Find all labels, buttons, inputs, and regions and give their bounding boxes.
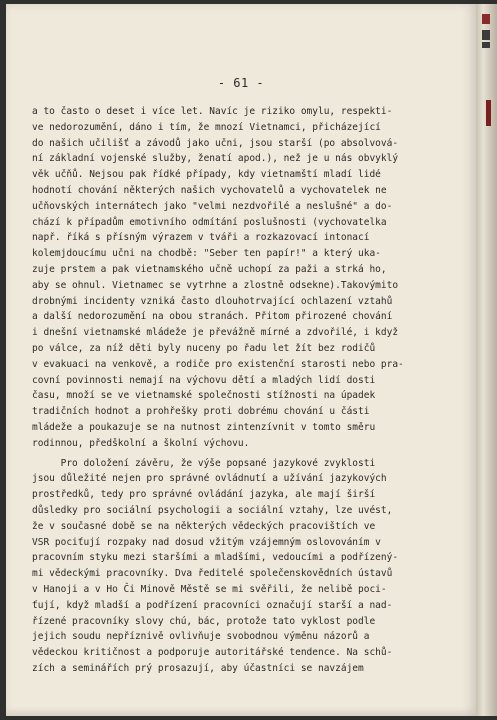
text-line: učňovských internátech jako "velmi nezdvořilé a neslušné" a do-	[32, 200, 393, 212]
binder-tab-mark	[486, 100, 491, 126]
text-line: ťují, když mladší a podřízení pracovníci označují starší a nad-	[32, 599, 393, 611]
binder-tab-mark	[482, 14, 490, 24]
text-line: VSR pociťují rozpaky nad dosud vžitým vzájemným oslovováním v	[32, 536, 381, 548]
document-page	[6, 4, 476, 716]
text-line: hodnotí chování některých našich vychovatelů a vychovatelek ne	[32, 184, 387, 196]
text-line: prostředků, tedy pro správné ovládání jazyka, ale mají širší	[32, 489, 376, 501]
text-line: rodinnou, předškolní a školní výchovu.	[32, 437, 250, 449]
page-number: - 61 -	[217, 76, 265, 90]
text-line: řízené pracovníky slovy chú, bác, protože tato vyklost podle	[32, 615, 376, 627]
binder-tab-mark	[482, 42, 490, 48]
text-line: důsledky pro sociální psychologii a sociální vztahy, lze uvést,	[32, 504, 393, 516]
text-line: mládeže a poukazuje se na nutnost zintenzívnit v tomto směru	[32, 421, 376, 433]
text-line: kolemjdoucímu učni na chodbě: "Seber ten papír!" a který uka-	[32, 248, 381, 260]
text-line: do našich učilišť a závodů jako učni, jsou starší (po absolvová-	[32, 137, 399, 149]
text-line: jsou důležité nejen pro správné ovládnutí a užívání jazykových	[32, 473, 387, 485]
text-line: jejich soudu nepříznivě ovlivňuje svobodnou výměnu názorů a	[32, 631, 370, 643]
text-line: covní povinnosti nemají na výchovu dětí a mladých lidí dosti	[32, 374, 376, 386]
text-line: v Hanoji a v Ho Či Minově Městě se mi svěřili, že nelibě poci-	[32, 583, 387, 595]
text-line: např. říká s přísným výrazem v tváři a rozkazovací intonací	[32, 232, 370, 244]
text-line: v evakuaci na venkově, a rodiče pro existenční starosti nebo pra-	[32, 358, 404, 370]
text-line: pracovním styku mezi staršími a mladšími, vedoucími a podřízený-	[32, 552, 399, 564]
text-line: času, množí se ve vietnamské společnosti stížnosti na úpadek	[32, 390, 376, 402]
body-text	[32, 104, 472, 677]
text-line: zích a seminářích prý prosazují, aby účastníci se navzájem	[32, 662, 364, 674]
text-line: mi vědeckými pracovníky. Dva ředitelé společenskovědních ústavů	[32, 568, 393, 580]
text-line: a další nedorozumění na obou stranách. Přitom přirozené chování	[32, 311, 393, 323]
text-line: aby se ohnul. Vietnamec se vytrhne a zlostně odsekne).Takovýmito	[32, 279, 399, 291]
text-line: zuje prstem a pak vietnamského učně uchopí za paži a strká ho,	[32, 263, 387, 275]
text-line: věk učňů. Nejsou pak řídké případy, kdy vietnamští mladí lidé	[32, 169, 381, 181]
text-line: ve nedorozumění, dáno i tím, že mnozí Vietnamci, přicházející	[32, 121, 381, 133]
text-line: že v současné době se na některých vědeckých pracovištích ve	[32, 520, 376, 532]
text-line: i dnešní vietnamské mládeže je převážně mírné a zdvořilé, i když	[32, 327, 399, 339]
text-line: a to často o deset i více let. Navíc je riziko omylu, respekti-	[32, 106, 393, 117]
text-line: chází k případům emotivního odmítání poslušnosti (vychovatelka	[32, 216, 387, 228]
binder-tab-mark	[482, 30, 490, 40]
text-line: tradičních hodnot a prohřešky proti dobrému chování u části	[32, 406, 370, 418]
text-line: vědeckou kritičnost a podporuje autoritářské tendence. Na schů-	[32, 647, 393, 659]
binder-edge	[476, 4, 497, 716]
text-line: po válce, za níž děti byly nuceny po řadu let žít bez rodičů	[32, 342, 376, 354]
text-line: drobnými incidenty vzniká často dlouhotrvající ochlazení vztahů	[32, 295, 393, 307]
text-line: Pro doložení závěru, že výše popsané jazykové zvyklosti	[32, 457, 376, 469]
text-line: ní základní vojenské služby, ženatí apod.), než je u nás obvyklý	[32, 153, 399, 165]
